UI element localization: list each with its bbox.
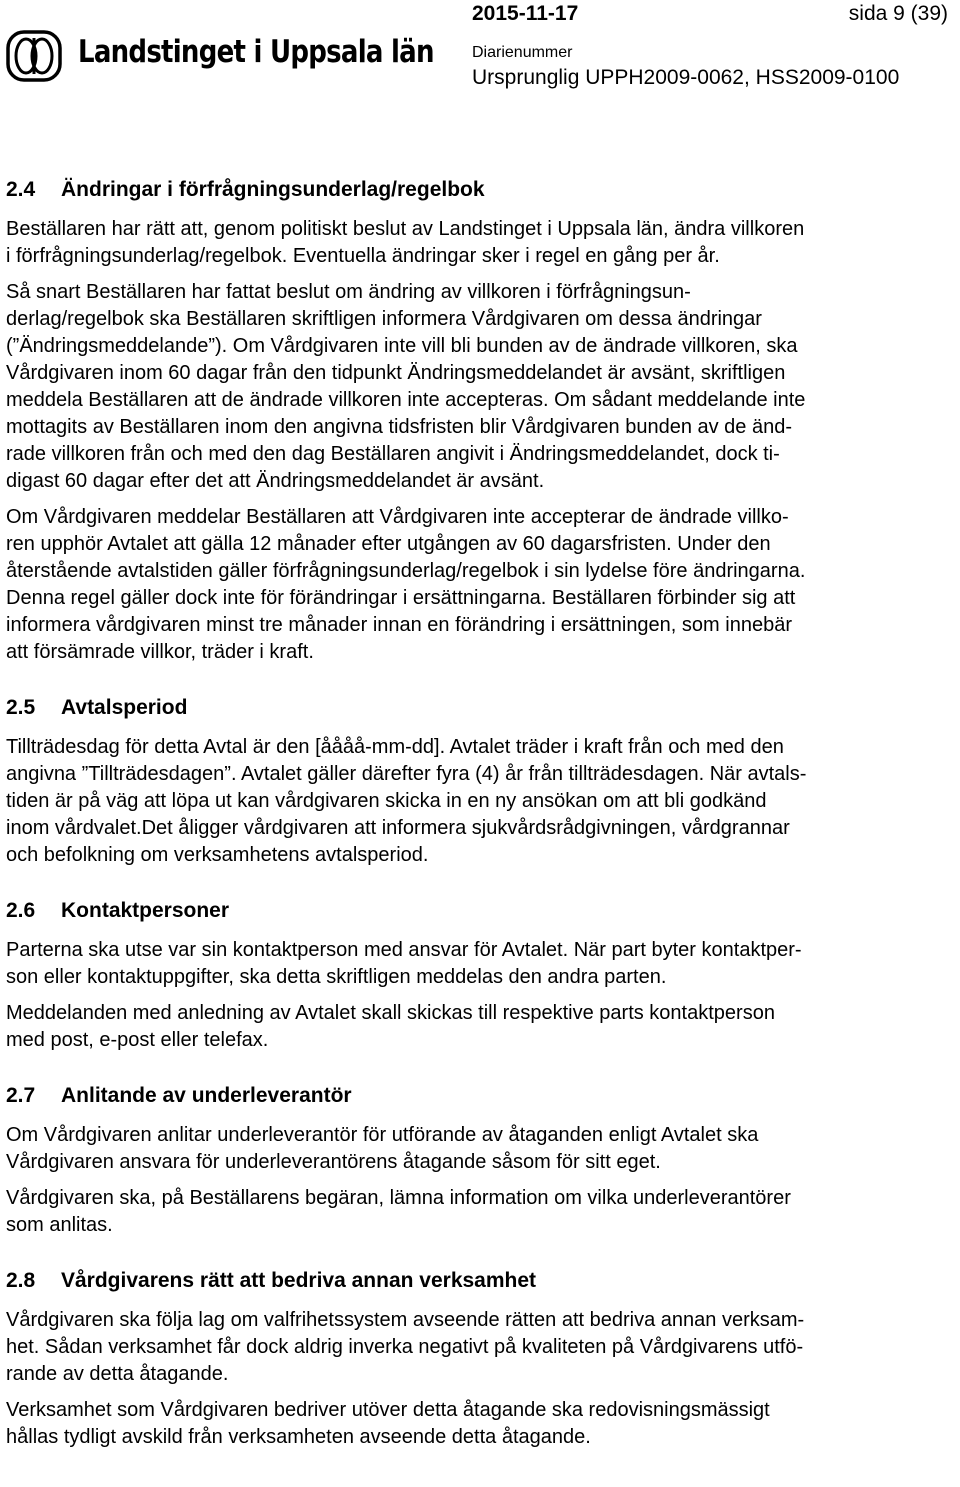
document-date: 2015-11-17 <box>472 2 579 25</box>
section-title: Kontaktpersoner <box>61 899 230 922</box>
document-body <box>6 176 954 1479</box>
section-heading <box>6 176 954 204</box>
section-number: 2.4 <box>6 178 36 201</box>
paragraph: Om Vårdgivaren meddelar Beställaren att Vårdgivaren inte accepterar de ändrade villko- ren upphör Avtalet att gälla 12 månader efter utgången av 60 dagarsfristen. Under den återstående avtalstiden gäller förfrågningsunderlag/regelbok i sin lydelse före ändringarna. Denna regel gäller dock inte för förändringar i ersättningarna. Beställaren förbinder sig att informera vårdgivaren minst tre månader innan en förändring i ersättningen, som innebär att försämrade villkor, träder i kraft. <box>6 506 806 663</box>
section-number: 2.5 <box>6 696 36 719</box>
section-title: Anlitande av underleverantör <box>61 1084 352 1107</box>
section-title: Avtalsperiod <box>61 696 188 719</box>
section-2-8 <box>6 1267 954 1451</box>
paragraph: Tillträdesdag för detta Avtal är den [åååå-mm-dd]. Avtalet träder i kraft från och med den angivna ”Tillträdesdagen”. Avtalet gäller därefter fyra (4) år från tillträdesdagen. När avtals- tiden är på väg att löpa ut kan vårdgivaren skicka in en ny ansökan om att bli godkänd inom vårdvalet.Det åligger vårdgivaren att informera sjukvårdsrådgivningen, vårdgrannar och befolkning om verksamhetens avtalsperiod. <box>6 736 807 866</box>
section-heading <box>6 1082 954 1110</box>
diarienummer-value: Ursprunglig UPPH2009-0062, HSS2009-0100 <box>472 66 900 89</box>
section-heading <box>6 1267 954 1295</box>
paragraph: Parterna ska utse var sin kontaktperson med ansvar för Avtalet. När part byter kontaktper- son eller kontaktuppgifter, ska detta skriftligen meddelas den andra parten. <box>6 939 802 988</box>
organization-logo-text: Landstinget i Uppsala län <box>78 34 434 70</box>
section-heading <box>6 694 954 722</box>
paragraph: Beställaren har rätt att, genom politiskt beslut av Landstinget i Uppsala län, ändra villkoren i förfrågningsunderlag/regelbok. Eventuella ändringar sker i regel en gång per år. <box>6 218 805 267</box>
paragraph: Verksamhet som Vårdgivaren bedriver utöver detta åtagande ska redovisningsmässigt hållas tydligt avskild från verksamheten avseende detta åtagande. <box>6 1399 770 1448</box>
page-number: sida 9 (39) <box>848 2 948 25</box>
section-number: 2.7 <box>6 1084 36 1107</box>
paragraph: Om Vårdgivaren anlitar underleverantör för utförande av åtaganden enligt Avtalet ska Vårdgivaren ansvara för underleverantörens åtagande såsom för sitt eget. <box>6 1124 759 1173</box>
diarienummer-label: Diarienummer <box>472 44 573 61</box>
paragraph: Vårdgivaren ska, på Beställarens begäran, lämna information om vilka underleverantörer som anlitas. <box>6 1187 791 1236</box>
section-2-5 <box>6 694 954 869</box>
section-heading <box>6 897 954 925</box>
section-2-6 <box>6 897 954 1054</box>
paragraph: Så snart Beställaren har fattat beslut om ändring av villkoren i förfrågningsun- derlag/regelbok ska Beställaren skriftligen informera Vårdgivaren om dessa ändringar (”Ändringsmeddelande”). Om Vårdgivaren inte vill bli bunden av de ändrade villkoren, ska Vårdgivaren inom 60 dagar från den tidpunkt Ändringsmeddelandet är avsänt, skriftligen meddela Beställaren att de ändrade villkoren inte accepteras. Om sådant meddelande inte mottagits av Beställaren inom den angivna tidsfristen blir Vårdgivaren bunden av de änd- rade villkoren från och med den dag Beställaren angivit i Ändringsmeddelandet, dock ti- digast 60 dagar efter det att Ändringsmeddelandet är avsänt. <box>6 281 806 492</box>
section-2-4 <box>6 176 954 666</box>
section-number: 2.6 <box>6 899 36 922</box>
landstinget-logo-icon <box>6 30 62 82</box>
paragraph: Meddelanden med anledning av Avtalet skall skickas till respektive parts kontaktperson med post, e-post eller telefax. <box>6 1002 775 1051</box>
page-header <box>0 0 960 110</box>
section-title: Ändringar i förfrågningsunderlag/regelbok <box>61 178 485 201</box>
section-title: Vårdgivarens rätt att bedriva annan verksamhet <box>61 1269 537 1292</box>
paragraph: Vårdgivaren ska följa lag om valfrihetssystem avseende rätten att bedriva annan verksam- het. Sådan verksamhet får dock aldrig inverka negativt på kvaliteten på Vårdgivarens utfö- rande av detta åtagande. <box>6 1309 805 1385</box>
section-number: 2.8 <box>6 1269 36 1292</box>
section-2-7 <box>6 1082 954 1239</box>
